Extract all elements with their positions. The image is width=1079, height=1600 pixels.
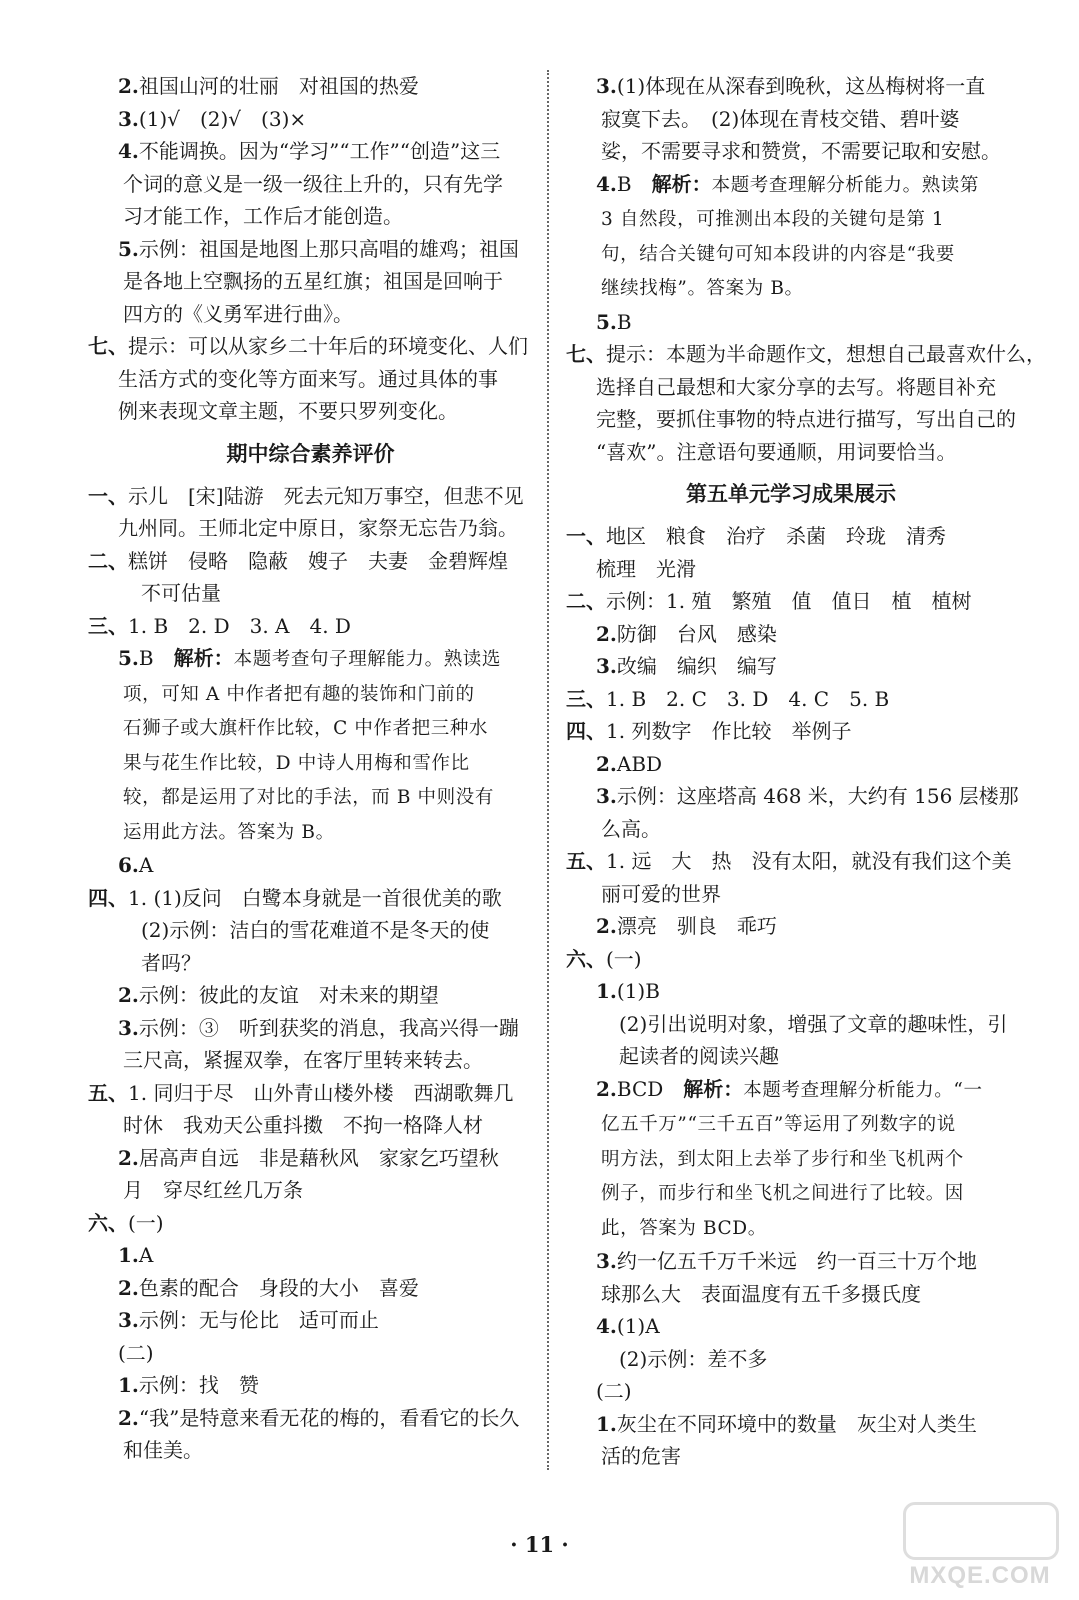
answer-line	[566, 403, 1016, 436]
answer-text: 不可估量	[141, 581, 221, 605]
answer-text: (1)√ (2)√ (3)×	[138, 106, 307, 131]
answer-line	[566, 70, 1016, 103]
answer-text: (一)	[606, 946, 642, 971]
item-number: 二、	[566, 589, 606, 613]
answer-text: 居高声自远 非是藉秋风 家家乞巧望秋	[138, 1145, 499, 1170]
item-number: 1.	[118, 1373, 139, 1397]
answer-text: 活的危害	[601, 1444, 681, 1468]
answer-text: 三尺高，紧握双拳，在客厅里转来转去。	[123, 1048, 483, 1072]
item-number: 2.	[118, 1405, 139, 1430]
answer-text: 1. 列数字 作比较 举例子	[606, 719, 852, 743]
answer-line	[88, 298, 533, 331]
answer-text: (1)体现在从深春到晚秋，这丛梅树将一直	[616, 74, 986, 98]
answer-line	[88, 1207, 533, 1240]
item-number: 三、	[88, 613, 128, 638]
analysis-text: 项，可知 A 中作者把有趣的装饰和门前的	[123, 683, 475, 705]
answer-line	[566, 878, 1016, 911]
answer-line	[566, 585, 1016, 618]
item-number: 三、	[566, 686, 606, 711]
answer-text: 灰尘在不同环境中的数量 灰尘对人类生	[616, 1411, 977, 1436]
answer-line	[88, 512, 533, 545]
answer-line	[88, 979, 533, 1012]
answer-line	[88, 1272, 533, 1305]
answer-text: B	[616, 309, 632, 334]
answer-line	[88, 265, 533, 298]
analysis-text: 本题考查句子理解能力。熟读选	[233, 649, 501, 670]
answer-line	[566, 845, 1016, 878]
answer-line	[566, 436, 1016, 469]
answer-line	[88, 480, 533, 513]
answer-line	[566, 715, 1016, 748]
analysis-label: 解析：	[683, 1076, 744, 1101]
answer-text: 1. B 2. C 3. D 4. C 5. B	[606, 686, 890, 711]
item-number: 1.	[596, 979, 617, 1003]
answer-text: 示例：祖国是地图上那只高唱的雄鸡；祖国	[138, 236, 519, 261]
item-number: 4.	[596, 171, 617, 196]
answer-line	[566, 168, 1016, 203]
answer-text: 1. (1)反问 白鹭本身就是一首很优美的歌	[128, 885, 502, 910]
answer-text: 四方的《义勇军进行曲》。	[123, 301, 353, 326]
analysis-text: 明方法，到太阳上去举了步行和坐飞机两个	[601, 1148, 964, 1170]
item-number: 5.	[118, 646, 139, 670]
answer-text: 是各地上空飘扬的五星红旗；祖国是回响于	[123, 269, 503, 293]
answer-line	[566, 1278, 1016, 1311]
analysis-text: 亿五千万”“三千五百”等运用了列数字的说	[601, 1114, 956, 1135]
answer-line	[566, 1408, 1016, 1441]
section-title: 第五单元学习成果展示	[686, 481, 896, 506]
analysis-text: 例子，而步行和坐飞机之间进行了比较。因	[601, 1183, 964, 1204]
answer-text: 习才能工作，工作后才能创造。	[123, 204, 403, 228]
answer-line	[566, 135, 1016, 168]
answer-line	[88, 1402, 533, 1435]
answer-line	[88, 577, 533, 610]
answer-line	[88, 1012, 533, 1045]
item-number: 3.	[596, 784, 617, 808]
answer-text: 色素的配合 身段的大小 喜爱	[138, 1275, 419, 1300]
answer-line	[88, 882, 533, 915]
section-title: 期中综合素养评价	[226, 440, 395, 466]
answer-line	[88, 849, 533, 882]
page-number: · 11 ·	[510, 1532, 569, 1557]
analysis-text: 较，都是运用了对比的手法，而 B 中则没有	[123, 787, 494, 808]
item-number: 4.	[118, 139, 139, 163]
watermark-logo	[903, 1502, 1059, 1560]
answer-line	[566, 618, 1016, 651]
answer-line	[566, 813, 1016, 846]
answer-text: (二)	[596, 1379, 632, 1403]
answer-text: (二)	[118, 1340, 154, 1365]
answer-line	[566, 1440, 1016, 1473]
answer-text: 示例：③ 听到获奖的消息，我高兴得一蹦	[138, 1015, 519, 1040]
answer-line	[88, 642, 533, 677]
answer-text: 约一亿五千万千米远 约一百三十万个地	[616, 1249, 977, 1273]
answer-line	[566, 650, 1016, 683]
item-number: 2.	[118, 74, 139, 98]
answer-text: (1)A	[616, 1314, 660, 1338]
analysis-label: 解析：	[651, 171, 712, 196]
answer-text: 糕饼 侵略 隐蔽 嫂子 夫妻 金碧辉煌	[128, 548, 508, 573]
answer-text: A	[138, 1243, 154, 1267]
item-number: 2.	[596, 621, 617, 646]
answer-text: 例来表现文章主题，不要只罗列变化。	[118, 399, 458, 423]
answer-line	[88, 1337, 533, 1370]
answer-text: 示例：找 赞	[138, 1373, 259, 1397]
answer-text: 完整，要抓住事物的特点进行描写，写出自己的	[596, 407, 1016, 431]
answer-line	[88, 1369, 533, 1402]
item-number: 3.	[596, 654, 617, 678]
answer-text: 地区 粮食 治疗 杀菌 玲珑 清秀	[606, 524, 946, 548]
answer-line	[88, 1239, 533, 1272]
answer-line	[566, 237, 1016, 272]
answer-line	[88, 70, 533, 103]
answer-line	[566, 202, 1016, 237]
answer-line	[566, 1107, 1016, 1142]
answer-line	[566, 306, 1016, 339]
item-number: 五、	[88, 1080, 128, 1105]
answer-text: “我”是特意来看无花的梅的，看看它的长久	[138, 1405, 520, 1430]
answer-line	[566, 1008, 1016, 1041]
answer-line	[88, 103, 533, 136]
item-number: 六、	[566, 946, 606, 971]
item-number: 二、	[88, 548, 128, 573]
answer-text: 月 穿尽红丝几万条	[123, 1178, 303, 1202]
answer-line	[88, 815, 533, 850]
answer-text: 选择自己最想和大家分享的去写。将题目补充	[596, 374, 996, 399]
item-number: 一、	[566, 524, 606, 548]
item-number: 2.	[596, 751, 617, 776]
answer-text: (一)	[128, 1210, 164, 1235]
analysis-text: 3 自然段，可推测出本段的关键句是第 1	[601, 209, 945, 230]
analysis-text: 句，结合关键句可知本段讲的内容是“我要	[601, 243, 955, 265]
answer-text: 个词的意义是一级一级往上升的，只有先学	[123, 171, 503, 196]
answer-line	[88, 1077, 533, 1110]
answer-text: B	[138, 646, 174, 670]
column-divider	[547, 70, 549, 1470]
answer-line	[88, 677, 533, 712]
answer-text: 和佳美。	[123, 1438, 203, 1462]
answer-text: (1)B	[616, 979, 660, 1003]
answer-line	[566, 1245, 1016, 1278]
answer-text: 防御 台风 感染	[616, 621, 777, 646]
answer-line	[566, 780, 1019, 813]
item-number: 3.	[596, 74, 617, 98]
answer-text: 寂寞下去。 (2)体现在青枝交错、碧叶婆	[601, 106, 960, 131]
answer-line	[88, 610, 533, 643]
answer-text: B	[616, 171, 652, 196]
answer-line	[566, 371, 1016, 404]
analysis-text: 本题考查理解分析能力。“一	[743, 1079, 983, 1101]
answer-text: 1. 同归于尽 山外青山楼外楼 西湖歌舞几	[128, 1080, 514, 1105]
answer-line	[88, 330, 533, 363]
answer-line	[566, 1040, 1016, 1073]
analysis-text: 此，答案为 BCD。	[601, 1217, 767, 1239]
answer-text: ABD	[616, 751, 663, 776]
watermark-text: MXQE.COM	[909, 1562, 1051, 1589]
answer-text: 示儿 [宋]陆游 死去元知万事空，但悲不见	[128, 483, 524, 508]
item-number: 2.	[118, 1275, 139, 1300]
answer-line	[566, 683, 1016, 716]
answer-text: 提示：本题为半命题作文，想想自己最喜欢什么，	[606, 342, 1046, 366]
answer-line	[566, 1211, 1016, 1246]
answer-text: 九州同。王师北定中原日，家祭无忘告乃翁。	[118, 516, 518, 540]
item-number: 3.	[596, 1249, 617, 1273]
answer-line	[566, 271, 1016, 306]
analysis-text: 本题考查理解分析能力。熟读第	[711, 174, 979, 196]
answer-text: 者吗？	[141, 950, 201, 975]
answer-text: 时休 我劝天公重抖擞 不拘一格降人材	[123, 1113, 483, 1137]
analysis-text: 运用此方法。答案为 B。	[123, 821, 335, 843]
answer-text: A	[138, 853, 154, 877]
item-number: 七、	[566, 342, 606, 366]
item-number: 5.	[118, 236, 139, 261]
analysis-label: 解析：	[173, 646, 234, 670]
item-number: 3.	[118, 106, 139, 131]
item-number: 5.	[596, 309, 617, 334]
answer-text: 提示：可以从家乡二十年后的环境变化、人们	[128, 334, 528, 358]
answer-line	[88, 914, 533, 947]
answer-text: (2)引出说明对象，增强了文章的趣味性，引	[619, 1011, 1008, 1036]
answer-line	[88, 746, 533, 781]
answer-line	[566, 1142, 1016, 1177]
item-number: 2.	[596, 1076, 617, 1101]
answer-line	[88, 363, 533, 396]
answer-text: 示例：这座塔高 468 米，大约有 156 层楼那	[616, 784, 1019, 808]
answer-line	[88, 135, 533, 168]
answer-line	[566, 1310, 1016, 1343]
answer-text: 球那么大 表面温度有五千多摄氏度	[601, 1281, 921, 1306]
watermark	[895, 1500, 1065, 1592]
answer-text: 娑，不需要寻求和赞赏，不需要记取和安慰。	[601, 139, 1001, 163]
answer-line	[566, 1343, 1016, 1376]
item-number: 七、	[88, 334, 128, 358]
answer-line	[88, 1174, 533, 1207]
answer-line	[88, 168, 533, 201]
answer-line	[566, 943, 1016, 976]
answer-text: 祖国山河的壮丽 对祖国的热爱	[138, 74, 419, 98]
answer-text: 起读者的阅读兴趣	[619, 1044, 779, 1068]
answer-text: 1. B 2. D 3. A 4. D	[128, 613, 351, 638]
answer-line	[566, 338, 1046, 371]
answer-text: BCD	[616, 1076, 684, 1101]
answer-text: “喜欢”。注意语句要通顺，用词要恰当。	[596, 439, 957, 464]
analysis-text: 果与花生作比较，D 中诗人用梅和雪作比	[123, 752, 470, 774]
analysis-text: 继续找梅”。答案为 B。	[601, 278, 804, 299]
answer-line	[88, 233, 533, 266]
answer-line	[88, 1044, 533, 1077]
answer-line	[88, 200, 533, 233]
answer-line	[566, 1176, 1016, 1211]
item-number: 五、	[566, 849, 606, 873]
answer-line	[88, 947, 533, 980]
answer-line	[566, 910, 1016, 943]
answer-line	[88, 1109, 533, 1142]
answer-line	[566, 975, 1016, 1008]
item-number: 2.	[118, 983, 139, 1007]
item-number: 2.	[596, 914, 617, 938]
answer-text: 1. 远 大 热 没有太阳，就没有我们这个美	[606, 849, 1012, 873]
answer-line	[566, 553, 1016, 586]
item-number: 3.	[118, 1015, 139, 1040]
answer-text: (2)示例：差不多	[619, 1346, 768, 1371]
answer-line	[88, 780, 533, 815]
item-number: 2.	[118, 1145, 139, 1170]
answer-text: 示例：无与伦比 适可而止	[138, 1308, 379, 1332]
answer-line	[88, 1142, 533, 1175]
item-number: 1.	[118, 1243, 139, 1267]
answer-line	[566, 520, 1016, 553]
right-column	[566, 70, 1046, 1473]
answer-line	[88, 545, 533, 578]
item-number: 1.	[596, 1411, 617, 1436]
answer-text: 梳理 光滑	[596, 556, 696, 581]
answer-line	[88, 395, 533, 428]
answer-line	[88, 711, 533, 746]
answer-line	[566, 1375, 1016, 1408]
item-number: 一、	[88, 483, 128, 508]
answer-text: (2)示例：洁白的雪花难道不是冬天的使	[141, 918, 490, 942]
answer-text: 示例：1. 殖 繁殖 值 值日 植 植树	[606, 589, 972, 613]
analysis-text: 石狮子或大旗杆作比较，C 中作者把三种水	[123, 718, 489, 739]
item-number: 3.	[118, 1308, 139, 1332]
item-number: 六、	[88, 1210, 128, 1235]
answer-text: 么高。	[601, 816, 661, 841]
item-number: 四、	[566, 719, 606, 743]
answer-text: 改编 编织 编写	[616, 654, 777, 678]
answer-text: 丽可爱的世界	[601, 881, 721, 906]
answer-text: 示例：彼此的友谊 对未来的期望	[138, 983, 439, 1007]
left-column	[88, 70, 533, 1467]
answer-line	[88, 1304, 533, 1337]
answer-line	[566, 748, 1016, 781]
answer-text: 漂亮 驯良 乖巧	[616, 914, 777, 938]
answer-text: 生活方式的变化等方面来写。通过具体的事	[118, 366, 498, 391]
item-number: 4.	[596, 1314, 617, 1338]
answer-line	[566, 1073, 1016, 1108]
answer-line	[88, 1434, 533, 1467]
answer-line	[566, 103, 1016, 136]
item-number: 四、	[88, 885, 128, 910]
item-number: 6.	[118, 853, 139, 877]
answer-text: 不能调换。因为“学习”“工作”“创造”这三	[138, 139, 501, 163]
